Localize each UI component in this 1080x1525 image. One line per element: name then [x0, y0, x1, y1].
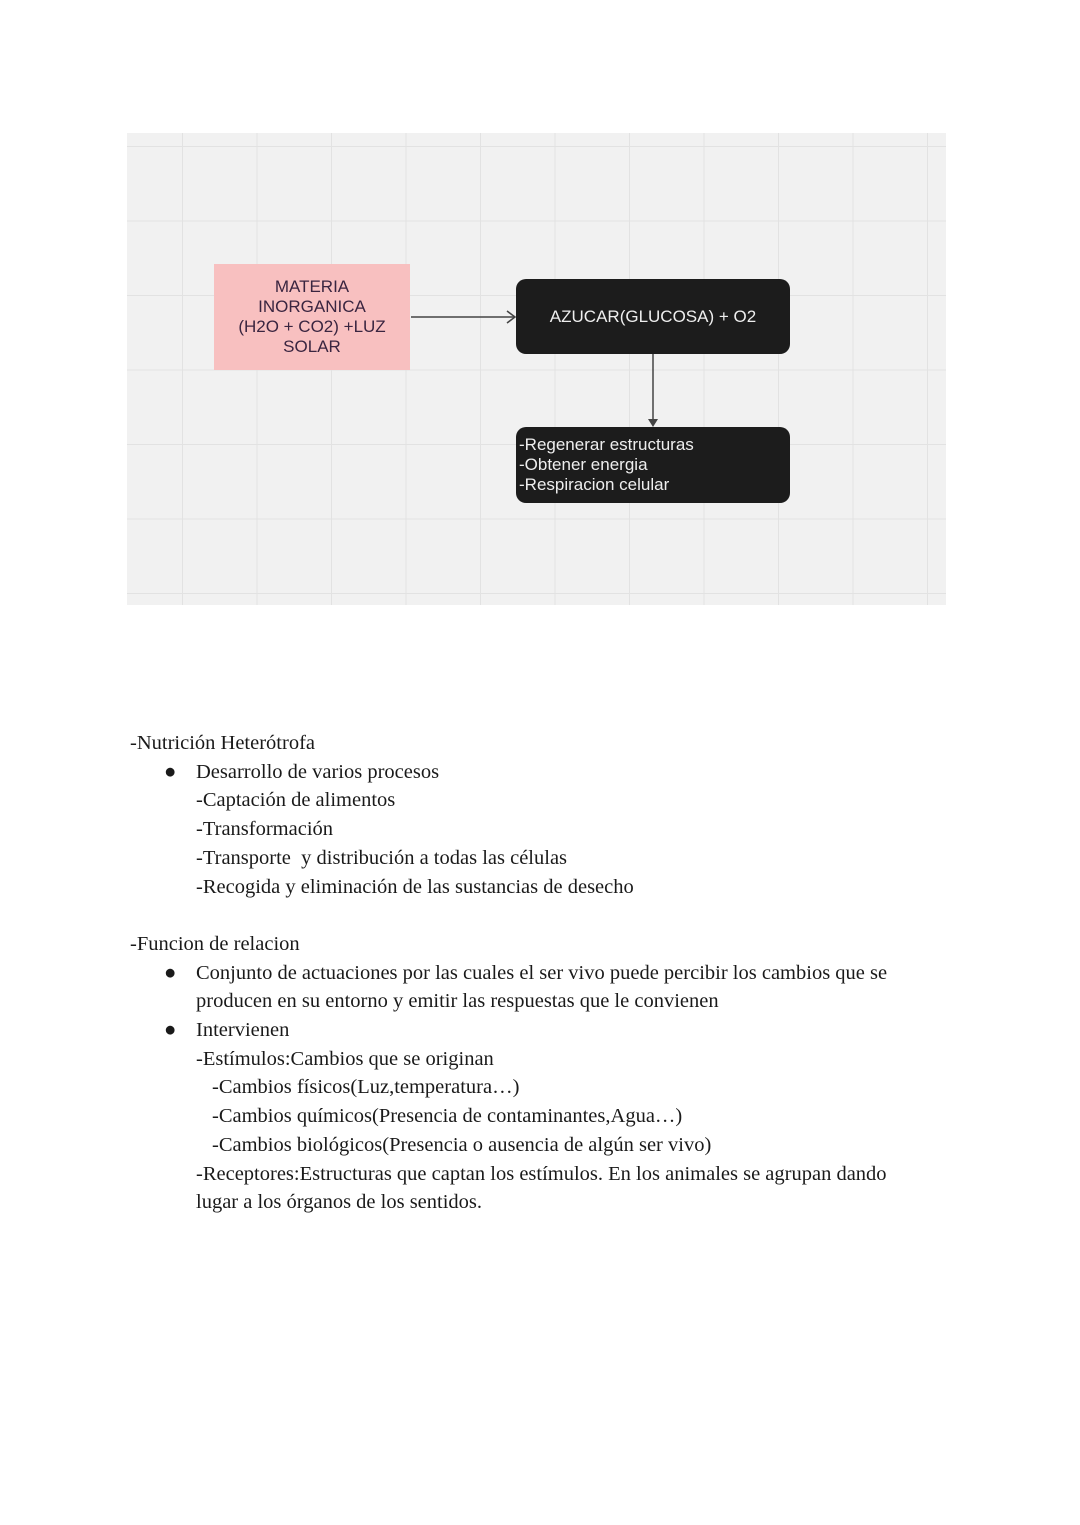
arrow-right: [411, 311, 515, 323]
sub-item: -Estímulos:Cambios que se originan: [196, 1047, 494, 1070]
sub-item-continuation: lugar a los órganos de los sentidos.: [196, 1191, 483, 1214]
photosynthesis-diagram: [127, 133, 946, 605]
sub-item: -Recogida y eliminación de las sustancias de desecho: [196, 875, 634, 898]
bullet-icon: ●: [164, 961, 177, 984]
bullet-icon: ●: [164, 760, 177, 783]
sub-item: -Captación de alimentos: [196, 789, 396, 812]
sub-item: -Transformación: [196, 818, 334, 841]
sub-sub-item: -Cambios químicos(Presencia de contaminantes,Agua…): [212, 1105, 683, 1128]
bullet-item: [130, 959, 950, 988]
heading-relacion: -Funcion de relacion: [130, 932, 300, 955]
sub-sub-item: -Cambios físicos(Luz,temperatura…): [212, 1076, 520, 1099]
box-line: (H2O + CO2) +LUZ: [238, 317, 386, 336]
box-line: -Obtener energia: [519, 455, 648, 474]
box-line: INORGANICA: [258, 297, 366, 316]
heading-heterotrofa: -Nutrición Heterótrofa: [130, 732, 315, 754]
inorganic-matter-box: [214, 264, 410, 370]
bullet-item: [130, 1016, 950, 1045]
box-line: SOLAR: [283, 337, 341, 356]
box-line: -Regenerar estructuras: [519, 435, 694, 454]
notes-text: [130, 729, 950, 1217]
arrow-down: [648, 354, 658, 427]
bullet-text: Desarrollo de varios procesos: [196, 760, 440, 783]
box-line: MATERIA: [274, 277, 350, 296]
bullet-text: Conjunto de actuaciones por las cuales el ser vivo puede percibir los cambios que se: [196, 961, 888, 984]
bullet-continuation: producen en su entorno y emitir las respuestas que le convienen: [196, 990, 719, 1013]
uses-box: [516, 427, 790, 503]
bullet-item: [130, 758, 950, 787]
sub-item: -Transporte y distribución a todas las células: [196, 846, 568, 869]
sub-sub-item: -Cambios biológicos(Presencia o ausencia de algún ser vivo): [212, 1133, 712, 1156]
bullet-icon: ●: [164, 1019, 177, 1042]
bullet-text: Intervienen: [196, 1019, 290, 1042]
box-line: -Respiracion celular: [519, 475, 670, 494]
glucose-box: AZUCAR(GLUCOSA) + O2: [516, 279, 790, 354]
sub-item: -Receptores:Estructuras que captan los estímulos. En los animales se agrupan dando: [196, 1162, 887, 1185]
